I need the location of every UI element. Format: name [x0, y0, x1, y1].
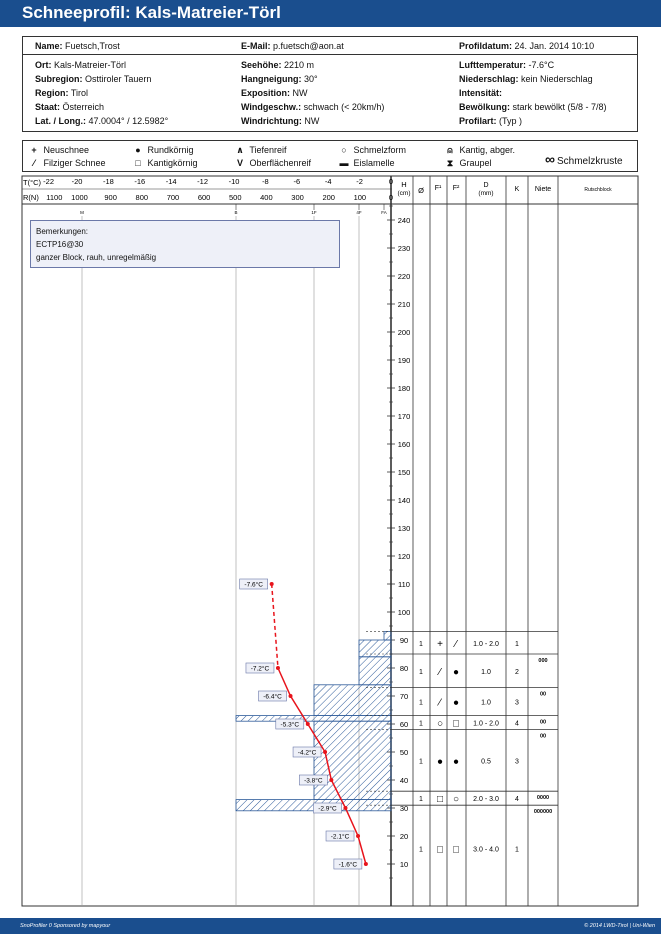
legend-neuschnee: + Neuschnee: [31, 145, 90, 155]
legend-filziger-schnee: ⁄ Filziger Schnee: [33, 158, 106, 168]
hand-hardness-tick: 1F: [311, 210, 317, 215]
temperature-point: [356, 834, 360, 838]
r-tick-label: 800: [135, 193, 149, 202]
height-tick-label: 110: [398, 580, 410, 589]
height-tick-label: 40: [399, 776, 409, 785]
temperature-label: -2.9°C: [318, 805, 337, 813]
legend-kantig-abger: ⍝ Kantig, abger.: [447, 145, 516, 155]
r-tick-label: 900: [104, 193, 117, 202]
height-tick-label: 50: [399, 748, 409, 757]
height-tick-label: 120: [397, 552, 411, 561]
footer-left: SnoProfiler 0 Sponsored by mapyour: [20, 923, 111, 929]
layer-f2-icon: ●: [452, 756, 460, 768]
layer-k: 1: [515, 640, 519, 648]
layer-moisture: 1: [419, 796, 423, 804]
layer-grain-size: 1.0: [481, 699, 491, 707]
t-tick-label: -20: [71, 177, 83, 186]
t-tick-label: -18: [102, 177, 114, 186]
comment-box: [30, 220, 340, 268]
layer-niete: 000: [538, 658, 548, 664]
legend-graupel: ⧗ Graupel: [446, 158, 492, 168]
layer-k: 4: [515, 720, 519, 728]
r-tick-label: 400: [260, 193, 273, 202]
legend-schmelzform: ○ Schmelzform: [341, 145, 407, 155]
layer-niete: 00: [539, 719, 547, 726]
temperature-line-dashed: [272, 584, 278, 668]
layer-f2-icon: ●: [452, 666, 460, 678]
col-niete: Niete: [534, 186, 552, 193]
layer-niete: 000000: [533, 809, 553, 816]
ort-field: Ort: Kals-Matreier-Törl: [35, 60, 127, 70]
layer-moisture: 1: [419, 846, 423, 854]
r-tick-label: 1000: [71, 193, 88, 202]
layer-moisture: 1: [419, 640, 423, 648]
layer-k: 2: [515, 668, 519, 676]
col-d: D: [483, 182, 489, 189]
layer-f1-icon: ○: [436, 718, 444, 730]
seehoehe-field: Seehöhe: 2210 m: [241, 60, 315, 70]
hand-hardness-tick: FA: [381, 210, 387, 215]
t-tick-label: -4: [324, 177, 332, 186]
layer-f1-icon: ●: [436, 756, 444, 768]
bewoelkung-field: Bewölkung: stark bewölkt (5/8 - 7/8): [459, 102, 607, 112]
staat-field: Staat: Österreich: [35, 102, 105, 112]
name-field: Name: Fuetsch,Trost: [35, 41, 120, 51]
t-tick-label: -8: [262, 177, 269, 186]
layer-moisture: 1: [419, 699, 423, 707]
niederschlag-field: Niederschlag: kein Niederschlag: [459, 74, 593, 84]
height-tick-label: 240: [397, 216, 411, 225]
height-tick-label: 10: [399, 860, 409, 869]
temperature-label: -2.1°C: [330, 833, 350, 841]
profilart-field: Profilart: (Typ ): [459, 116, 523, 126]
hardness-layer: [359, 657, 391, 685]
footer-right: © 2014 LWD-Tirol | Uni-Wien: [584, 923, 655, 929]
comment-line-2: ganzer Block, rauh, unregelmäßig: [36, 253, 157, 262]
exposition-field: Exposition: NW: [241, 88, 308, 98]
layer-f1-icon: ⁄: [439, 697, 441, 709]
hand-hardness-tick: 4F: [356, 210, 362, 215]
temperature-point: [270, 582, 274, 586]
legend-kantigkoernig: □ Kantigkörnig: [135, 158, 198, 168]
col-rutschblock: Rutschblock: [584, 187, 612, 193]
height-tick-label: 20: [399, 832, 409, 841]
layer-grain-size: 1.0: [481, 668, 491, 676]
email-field: E-Mail: p.fuetsch@aon.at: [241, 41, 344, 51]
t-tick-label: -16: [134, 177, 146, 186]
temperature-point: [364, 862, 368, 866]
height-tick-label: 130: [397, 524, 411, 533]
legend-schmelzkruste: ∞ Schmelzkruste: [545, 151, 623, 167]
temperature-point: [306, 722, 310, 726]
layer-f1-icon: +: [437, 638, 443, 650]
layer-k: 3: [515, 699, 519, 707]
r-tick-label: 500: [228, 193, 242, 202]
r-axis-label: R(N): [23, 193, 39, 202]
layer-f1-icon: ⁄: [439, 666, 441, 678]
t-tick-label: -2: [356, 177, 363, 186]
comment-title: Bemerkungen:: [36, 227, 89, 236]
layer-f2-icon: ⁄: [455, 638, 457, 650]
r-tick-label: 100: [353, 193, 367, 202]
hand-hardness-tick: M: [80, 210, 84, 215]
col-k: K: [514, 186, 520, 193]
layer-k: 1: [515, 846, 519, 854]
r-tick-label: 600: [197, 193, 211, 202]
t-axis-label: T(°C): [23, 178, 41, 187]
layer-niete: 00: [539, 733, 547, 740]
height-tick-label: 100: [397, 608, 411, 617]
layer-f2-icon: □: [452, 844, 460, 856]
col-f1: F¹: [434, 185, 442, 192]
temperature-point: [289, 694, 293, 698]
t-tick-label: 0: [388, 177, 394, 186]
height-label: H: [401, 180, 407, 189]
page-title: Schneeprofil: Kals-Matreier-Törl: [0, 0, 661, 27]
intensitaet-field: Intensität:: [459, 88, 503, 98]
footer: [0, 918, 661, 934]
height-tick-label: 180: [397, 384, 411, 393]
col-f2: F²: [452, 185, 460, 192]
temperature-label: -6.4°C: [263, 693, 282, 701]
hardness-layer: [314, 685, 391, 716]
r-tick-label: 700: [166, 193, 180, 202]
legend-oberflaechenreif: V Oberflächenreif: [236, 158, 312, 168]
legend-rundkoernig: ● Rundkörnig: [135, 145, 194, 155]
r-tick-label: 0: [388, 193, 394, 202]
height-tick-label: 80: [399, 664, 409, 673]
temperature-point: [276, 666, 280, 670]
height-tick-label: 190: [397, 356, 411, 365]
height-tick-label: 230: [397, 244, 411, 253]
t-tick-label: -14: [165, 177, 177, 186]
height-tick-label: 30: [399, 804, 409, 813]
col-diameter: Ø: [418, 186, 424, 195]
height-tick-label: 160: [397, 440, 411, 449]
r-tick-label: 200: [322, 193, 335, 202]
layer-f1-icon: □: [436, 844, 444, 856]
t-tick-label: -22: [43, 177, 55, 186]
height-tick-label: 170: [397, 412, 411, 421]
r-tick-label: 1100: [46, 193, 63, 202]
height-tick-label: 150: [397, 468, 411, 477]
layer-f2-icon: □: [452, 718, 460, 730]
t-tick-label: -12: [197, 177, 209, 186]
layer-grain-size: 2.0 - 3.0: [473, 796, 499, 804]
height-tick-label: 220: [397, 272, 411, 281]
height-unit: (cm): [397, 190, 411, 197]
comment-line-1: ECTP16@30: [36, 240, 84, 249]
hangneigung-field: Hangneigung: 30°: [241, 74, 318, 84]
layer-moisture: 1: [419, 668, 423, 676]
legend-eislamelle: ▬ Eislamelle: [339, 158, 395, 168]
hardness-layer: [236, 716, 391, 722]
layer-niete: 00: [539, 691, 547, 698]
height-tick-label: 60: [399, 720, 409, 729]
height-tick-label: 210: [397, 300, 411, 309]
temperature-label: -5.3°C: [280, 721, 300, 729]
height-tick-label: 90: [399, 636, 409, 645]
temperature-point: [343, 806, 347, 810]
legend-tiefenreif: ∧ Tiefenreif: [236, 145, 287, 155]
layer-grain-size: 0.5: [481, 758, 491, 766]
temperature-point: [323, 750, 327, 754]
hardness-layer: [314, 721, 391, 799]
temperature-point: [329, 778, 333, 782]
temperature-label: -4.2°C: [297, 749, 317, 757]
layer-f2-icon: ○: [452, 794, 460, 806]
height-tick-label: 200: [397, 328, 411, 337]
windrichtung-field: Windrichtung: NW: [241, 116, 320, 126]
layer-grain-size: 3.0 - 4.0: [473, 846, 499, 854]
layer-grain-size: 1.0 - 2.0: [473, 640, 499, 648]
hardness-layer: [384, 632, 391, 640]
layer-k: 3: [515, 758, 519, 766]
subregion-field: Subregion: Osttiroler Tauern: [35, 74, 152, 84]
temperature-label: -7.2°C: [250, 665, 270, 673]
t-tick-label: -10: [228, 177, 240, 186]
region-field: Region: Tirol: [35, 88, 89, 98]
temperature-label: -7.6°C: [244, 581, 263, 589]
temperature-label: -3.8°C: [304, 777, 323, 785]
r-tick-label: 300: [291, 193, 304, 202]
date-field: Profildatum: 24. Jan. 2014 10:10: [459, 41, 595, 51]
latlong-field: Lat. / Long.: 47.0004° / 12.5982°: [35, 116, 169, 126]
layer-f1-icon: □: [436, 794, 444, 806]
t-tick-label: -6: [293, 177, 301, 186]
layer-f2-icon: ●: [452, 697, 460, 709]
height-tick-label: 140: [397, 496, 411, 505]
layer-k: 4: [515, 796, 519, 804]
layer-moisture: 1: [419, 758, 423, 766]
temperature-label: -1.6°C: [338, 861, 358, 869]
windgeschw-field: Windgeschw.: schwach (< 20km/h): [241, 102, 385, 112]
height-tick-label: 70: [399, 692, 409, 701]
layer-moisture: 1: [419, 720, 423, 728]
hand-hardness-tick: B: [234, 210, 238, 215]
col-d-unit: (mm): [478, 190, 494, 197]
layer-grain-size: 1.0 - 2.0: [473, 720, 499, 728]
layer-table: [366, 632, 558, 856]
layer-niete: 0000: [536, 795, 550, 802]
lufttemperatur-field: Lufttemperatur: -7.6°C: [459, 60, 555, 70]
